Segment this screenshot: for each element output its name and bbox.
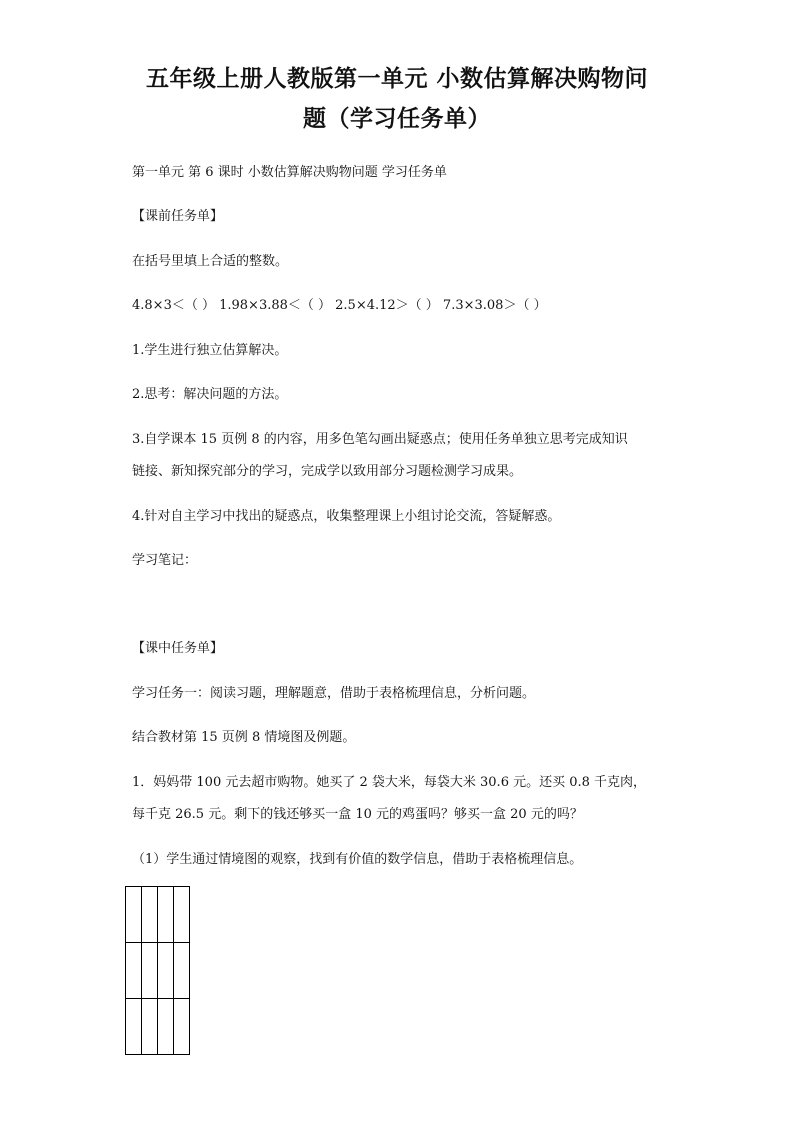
table-cell	[126, 999, 142, 1055]
pre-class-instruction: 在括号里填上合适的整数。	[132, 254, 289, 269]
table-row	[126, 887, 190, 943]
step-1: 1.学生进行独立估算解决。	[132, 343, 288, 358]
table-cell	[158, 943, 174, 999]
table-cell	[158, 887, 174, 943]
textbook-reference: 结合教材第 15 页例 8 情境图及例题。	[132, 730, 356, 745]
table-cell	[142, 999, 158, 1055]
document-title-line1: 五年级上册人教版第一单元 小数估算解决购物问	[145, 65, 648, 92]
sub-question-1: （1）学生通过情境图的观察，找到有价值的数学信息，借助于表格梳理信息。	[132, 852, 583, 867]
table-cell	[174, 887, 190, 943]
step-4: 4.针对自主学习中找出的疑惑点，收集整理课上小组讨论交流，答疑解惑。	[132, 509, 561, 524]
table-cell	[126, 943, 142, 999]
problem-line1: 1．妈妈带 100 元去超市购物。她买了 2 袋大米，每袋大米 30.6 元。还买 0.8 千克肉，	[132, 775, 647, 790]
table-cell	[158, 999, 174, 1055]
problem-line2: 每千克 26.5 元。剩下的钱还够买一盒 10 元的鸡蛋吗？够买一盒 20 元的吗？	[132, 807, 583, 822]
in-class-heading: 【课中任务单】	[132, 641, 224, 656]
study-notes-label: 学习笔记：	[132, 553, 198, 568]
table-cell	[126, 887, 142, 943]
table-cell	[174, 943, 190, 999]
pre-class-heading: 【课前任务单】	[132, 209, 224, 224]
table-cell	[142, 943, 158, 999]
table-cell	[142, 887, 158, 943]
info-table	[125, 886, 190, 1055]
table-row	[126, 999, 190, 1055]
learning-task-1: 学习任务一：阅读习题，理解题意，借助于表格梳理信息，分析问题。	[132, 686, 536, 701]
step-2: 2.思考：解决问题的方法。	[132, 387, 288, 402]
lesson-subtitle: 第一单元 第 6 课时 小数估算解决购物问题 学习任务单	[132, 165, 447, 180]
table-cell	[174, 999, 190, 1055]
document-title-line2: 题（学习任务单）	[303, 105, 491, 132]
table-row	[126, 943, 190, 999]
step-3-line1: 3.自学课本 15 页例 8 的内容，用多色笔勾画出疑惑点；使用任务单独立思考完成知识	[132, 432, 628, 447]
step-3-line2: 链接、新知探究部分的学习，完成学以致用部分习题检测学习成果。	[132, 464, 523, 479]
estimation-items: 4.8×3＜（ ） 1.98×3.88＜（ ） 2.5×4.12＞（ ） 7.3×3.08＞（ ）	[132, 298, 547, 313]
